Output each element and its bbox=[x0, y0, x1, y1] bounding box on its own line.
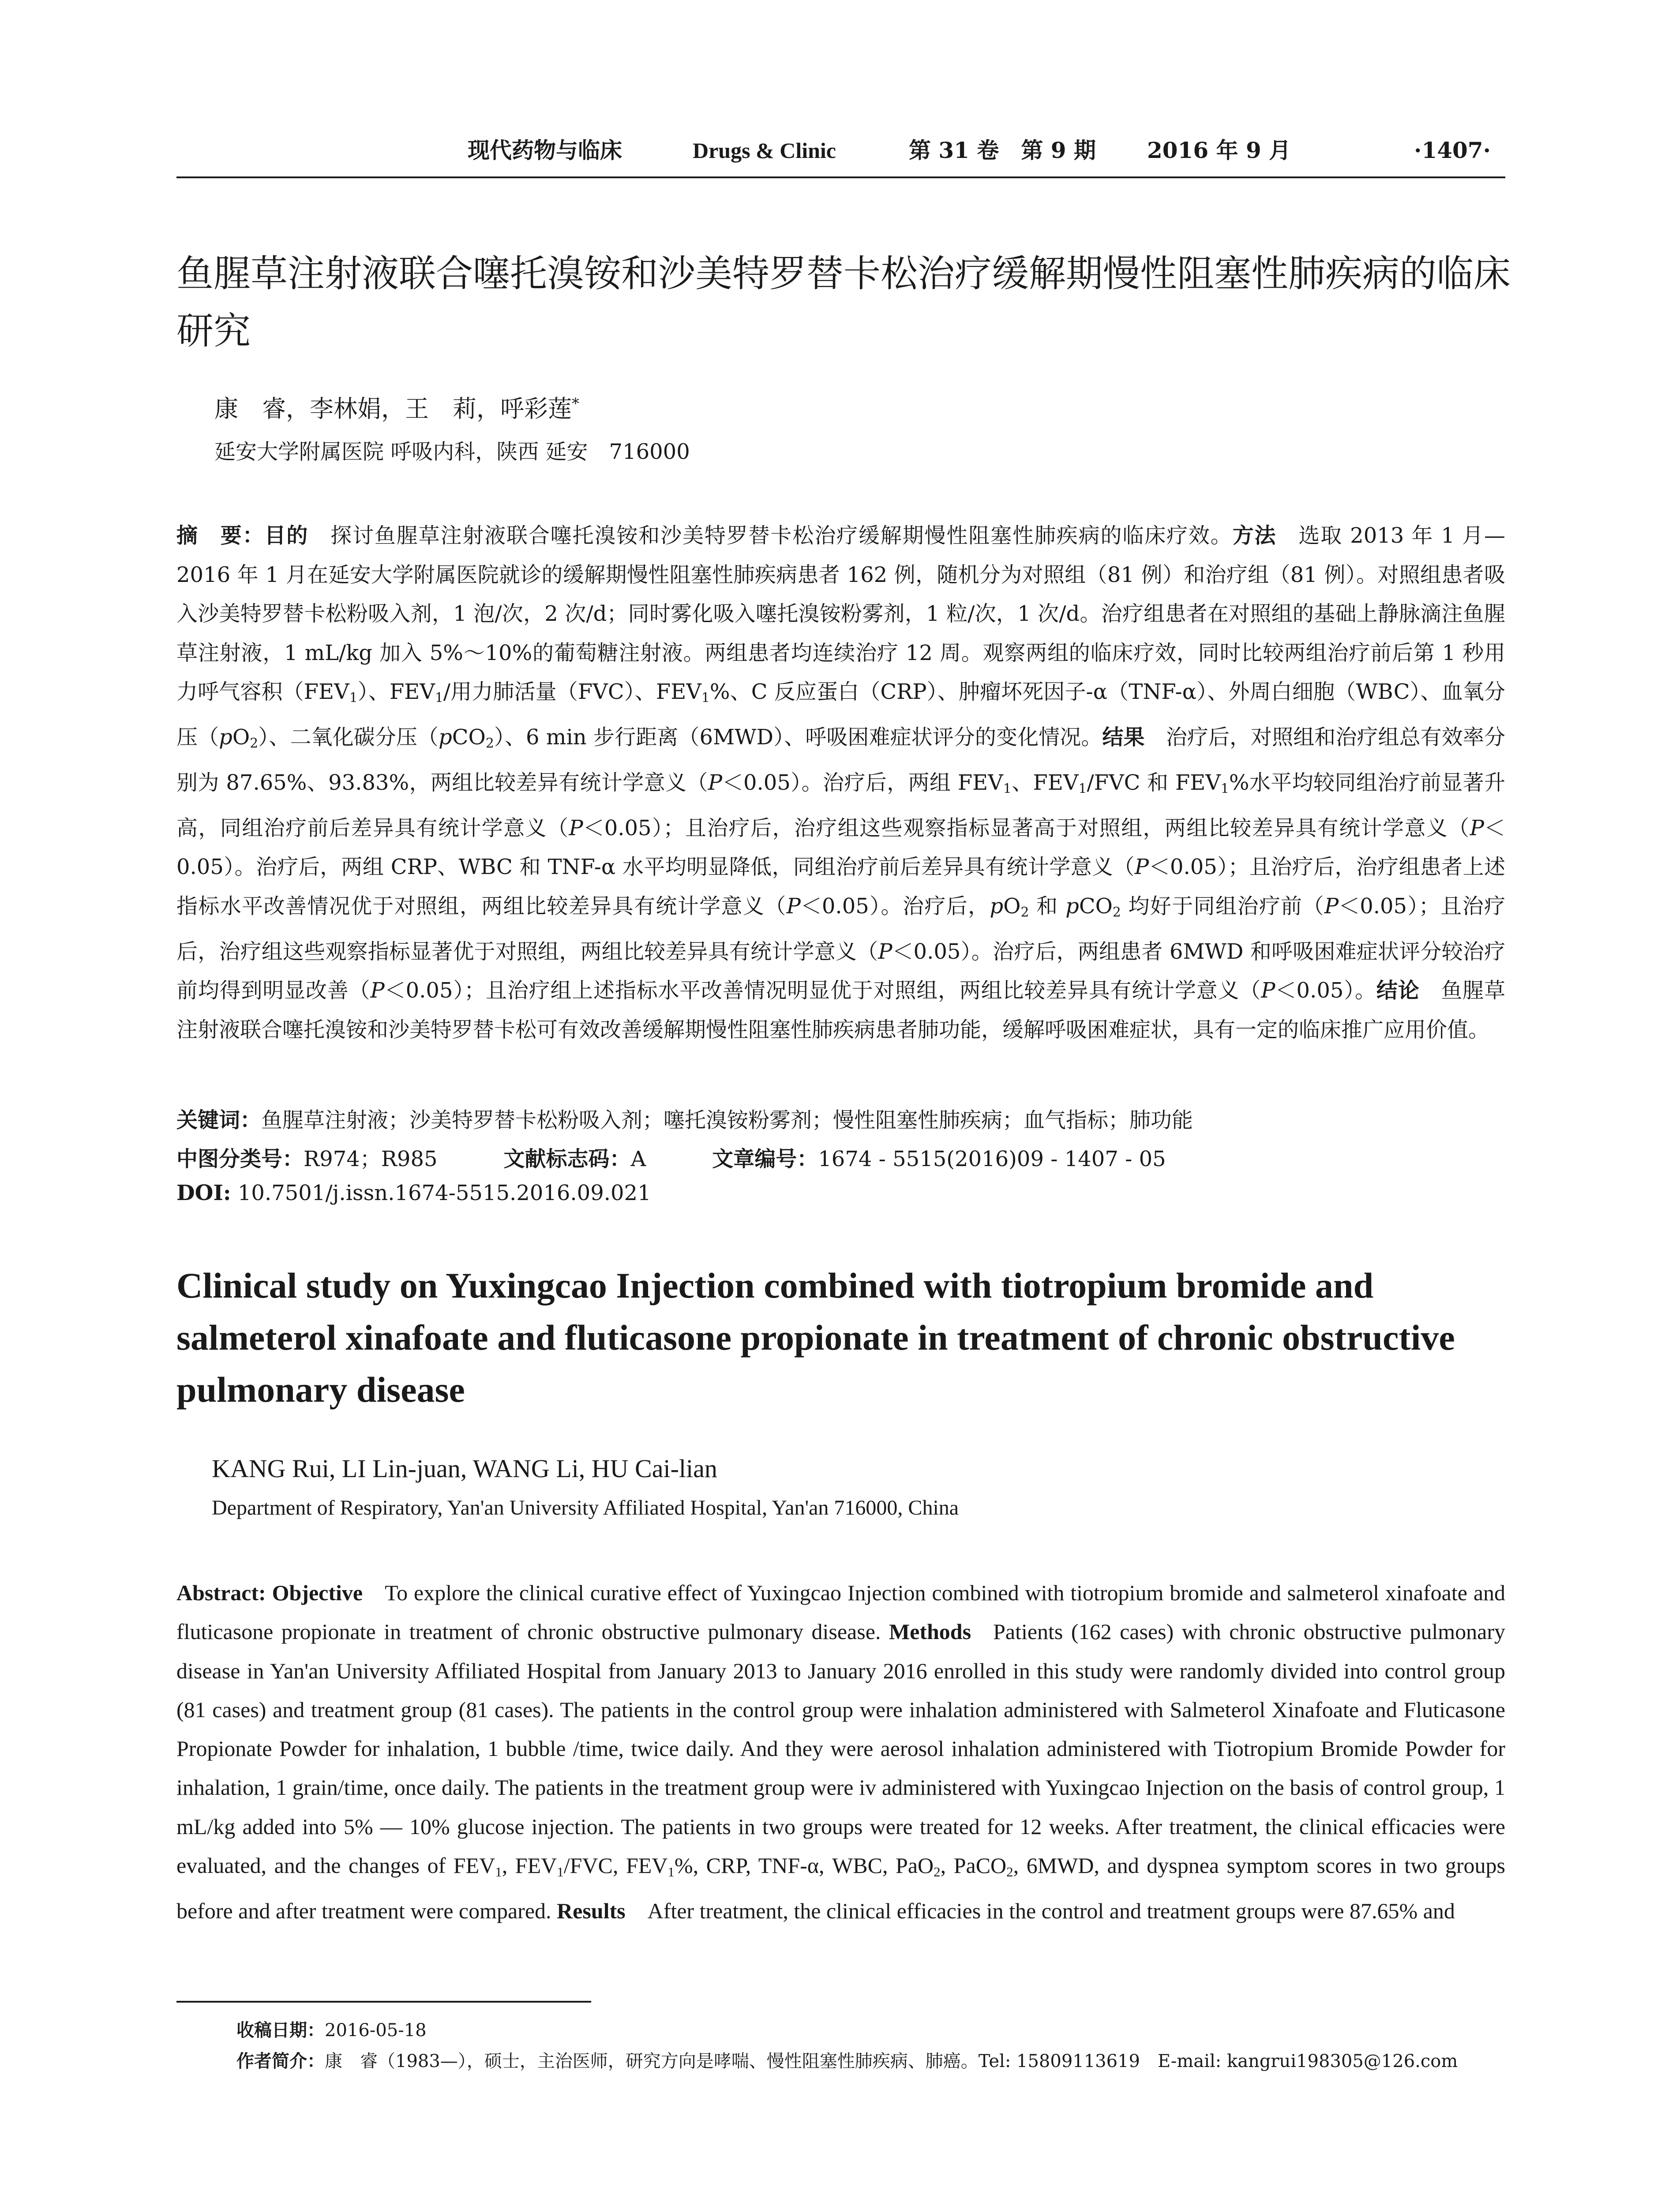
subscript: 2 bbox=[934, 1864, 941, 1880]
title-en: Clinical study on Yuxingcao Injection combined with tiotropium bromide and salmeterol xinafoate and fluticasone propionate in treatment of chronic obstructive pulmonary disease bbox=[176, 1265, 1455, 1410]
received-label: 收稿日期： bbox=[236, 2020, 325, 2041]
abstract-en bbox=[176, 1573, 1505, 1930]
methods-en: Patients (162 cases) with chronic obstructive pulmonary disease in Yan'an University Affiliated Hospital from January 2013 to January 2016 enrolled in this study were randomly divided into control group (81 cases) and treatment group (81 cases). The patients in the control group were inhalation administered with Salmeterol Xinafoate and Fluticasone Propionate Powder for inhalation, 1 bubble /time, twice daily. And they were aerosol inhalation administered with Tiotropium Bromide Powder for inhalation, 1 grain/time, once daily. The patients in the treatment group were iv administered with Yuxingcao Injection on the basis of control group, 1 mL/kg added into 5% — 10% glucose injection. The patients in two groups were treated for 12 weeks. After treatment, the clinical efficacies were evaluated, and the changes of FEV bbox=[176, 1619, 1506, 1878]
results-cn: /FVC 和 FEV bbox=[1087, 770, 1221, 795]
results-cn: ＜0.05）。 bbox=[1275, 978, 1376, 1003]
methods-cn: 选取 2013 年 1 月—2016 年 1 月在延安大学附属医院就诊的缓解期慢性阻塞性肺疾病患者 162 例，随机分为对照组（81 例）和治疗组（81 例）。对照组患者吸入沙美特罗替卡松粉吸入剂，1 泡/次，2 次/d；同时雾化吸入噻托溴铵粉雾剂，1 粒/次，1 次/d。治疗组患者在对照组的基础上静脉滴注鱼腥草注射液，1 mL/kg 加入 5%～10%的葡萄糖注射液。两组患者均连续治疗 12 周。观察两组的临床疗效，同时比较两组治疗前后第 1 秒用力呼气容积（FEV bbox=[176, 523, 1505, 704]
methods-label-en: Methods bbox=[889, 1619, 971, 1644]
italic-p: p bbox=[439, 724, 452, 750]
italic-p: P bbox=[1134, 855, 1149, 880]
classification-line bbox=[176, 1142, 1166, 1172]
methods-cn: %、C 反应蛋白（CRP）、肿瘤坏死因子-α（TNF-α）、外周白细胞（WBC）、血氧分压（ bbox=[176, 679, 1505, 750]
italic-p: P bbox=[878, 939, 892, 964]
italic-p: P bbox=[370, 978, 385, 1003]
subscript: 1 bbox=[495, 1864, 502, 1880]
article-number-value: 1674 - 5515(2016)09 - 1407 - 05 bbox=[818, 1147, 1166, 1171]
objective-label-cn: 目的 bbox=[264, 523, 309, 548]
clc-label: 中图分类号： bbox=[176, 1147, 304, 1171]
italic-p: p bbox=[990, 893, 1004, 919]
results-cn: ＜0.05）。治疗后，两组 CRP、WBC 和 TNF-α 水平均明显降低，同组治疗前后差异具有统计学意义（ bbox=[176, 815, 1505, 880]
keywords-cn bbox=[176, 1103, 1193, 1133]
methods-en: , FEV bbox=[502, 1853, 557, 1878]
volume-issue: 第 31 卷 第 9 期 bbox=[909, 137, 1096, 163]
affiliation-en: Department of Respiratory, Yan'an University Affiliated Hospital, Yan'an 716000, China bbox=[212, 1496, 959, 1519]
methods-cn: ）、FEV bbox=[357, 679, 435, 704]
italic-p: p bbox=[1065, 893, 1079, 919]
doi-value[interactable]: 10.7501/j.issn.1674-5515.2016.09.021 bbox=[237, 1181, 651, 1205]
italic-p: P bbox=[1261, 978, 1275, 1003]
italic-p: P bbox=[786, 893, 801, 919]
methods-cn: ）、二氧化碳分压（ bbox=[258, 724, 439, 750]
issue-date: 2016 年 9 月 bbox=[1147, 137, 1291, 163]
objective-cn: 探讨鱼腥草注射液联合噻托溴铵和沙美特罗替卡松治疗缓解期慢性阻塞性肺疾病的临床疗效。 bbox=[330, 523, 1233, 548]
corresponding-mark: * bbox=[572, 395, 579, 413]
results-en: After treatment, the clinical efficacies in the control and treatment groups were 87.65% and bbox=[647, 1898, 1455, 1924]
keywords-text: 鱼腥草注射液；沙美特罗替卡松粉吸入剂；噻托溴铵粉雾剂；慢性阻塞性肺疾病；血气指标；肺功能 bbox=[261, 1108, 1193, 1133]
footnote-author bbox=[236, 2047, 1458, 2072]
subscript: 2 bbox=[1112, 904, 1121, 920]
objective-label-en: Objective bbox=[272, 1580, 363, 1605]
methods-en: , PaCO bbox=[940, 1853, 1007, 1878]
footnote-received bbox=[236, 2016, 427, 2041]
co2-text: CO bbox=[1079, 893, 1113, 919]
conclusion-cn: 鱼腥草注射液联合噻托溴铵和沙美特罗替卡松可有效改善缓解期慢性阻塞性肺疾病患者肺功能，缓解呼吸困难症状，具有一定的临床推广应用价值。 bbox=[176, 978, 1505, 1042]
results-cn: 均好于同组治疗前（ bbox=[1121, 893, 1324, 919]
subscript: 2 bbox=[1006, 1864, 1013, 1880]
objective-en: To explore the clinical curative effect of Yuxingcao Injection combined with tiotropium bromide and salmeterol xinafoate and fluticasone propionate in treatment of chronic obstructive pulmonary disease. bbox=[176, 1580, 1506, 1644]
results-cn: 、FEV bbox=[1011, 770, 1079, 795]
journal-name-en: Drugs & Clinic bbox=[693, 138, 836, 163]
footnote-rule bbox=[176, 2001, 591, 2003]
subscript: 2 bbox=[1020, 904, 1029, 920]
results-cn: ＜0.05）；且治疗后，治疗组这些观察指标显著优于对照组，两组比较差异具有统计学意义（ bbox=[176, 893, 1505, 964]
results-cn: 和 bbox=[1029, 893, 1066, 919]
abstract-label-en: Abstract: bbox=[176, 1580, 266, 1605]
subscript: 1 bbox=[668, 1864, 675, 1880]
italic-p: p bbox=[219, 724, 232, 750]
methods-label-cn: 方法 bbox=[1232, 523, 1277, 548]
results-cn: ＜0.05）。治疗后， bbox=[800, 893, 990, 919]
o2-text: O bbox=[1003, 893, 1021, 919]
methods-en: %, CRP, TNF-α, WBC, PaO bbox=[674, 1853, 934, 1878]
results-cn: ＜0.05）；且治疗后，治疗组患者上述指标水平改善情况优于对照组，两组比较差异具有统计学意义（ bbox=[176, 855, 1505, 919]
results-cn: ＜0.05）；且治疗后，治疗组这些观察指标显著高于对照组，两组比较差异具有统计学意义（ bbox=[583, 815, 1470, 840]
clc-value: R974；R985 bbox=[304, 1147, 438, 1171]
subscript: 1 bbox=[349, 690, 358, 706]
results-cn: %水平均较同组治疗前显著升高，同组治疗前后差异具有统计学意义（ bbox=[176, 770, 1505, 840]
doc-code-label: 文献标志码： bbox=[503, 1147, 631, 1171]
keywords-label: 关键词： bbox=[176, 1108, 262, 1133]
conclusion-label-cn: 结论 bbox=[1376, 978, 1420, 1003]
author-bio-label: 作者简介： bbox=[236, 2051, 325, 2071]
subscript: 2 bbox=[250, 735, 259, 751]
abstract-cn-label: 摘 要： bbox=[176, 523, 265, 548]
o2-text: O bbox=[232, 724, 250, 750]
methods-cn: ）、6 min 步行距离（6MWD）、呼吸困难症状评分的变化情况。 bbox=[494, 724, 1102, 750]
title-cn: 鱼腥草注射液联合噻托溴铵和沙美特罗替卡松治疗缓解期慢性阻塞性肺疾病的临床研究 bbox=[176, 252, 1511, 353]
results-cn: ＜0.05）。治疗后，两组 FEV bbox=[722, 770, 1003, 795]
received-date: 2016-05-18 bbox=[325, 2020, 427, 2041]
results-cn: ＜0.05）。治疗后，两组患者 6MWD 和呼吸困难症状评分较治疗前均得到明显改善（ bbox=[176, 939, 1505, 1003]
subscript: 1 bbox=[557, 1864, 564, 1880]
author-bio: 康 睿（1983—），硕士，主治医师，研究方向是哮喘、慢性阻塞性肺疾病、肺癌。Tel: 15809113619 E-mail: kangrui198305@126.com bbox=[325, 2051, 1458, 2071]
co2-text: CO bbox=[452, 724, 486, 750]
doi-line bbox=[176, 1181, 651, 1205]
results-cn: ＜0.05）；且治疗组上述指标水平改善情况明显优于对照组，两组比较差异具有统计学意义（ bbox=[384, 978, 1261, 1003]
abstract-cn bbox=[176, 516, 1505, 1049]
italic-p: P bbox=[708, 770, 722, 795]
italic-p: P bbox=[569, 815, 583, 840]
subscript: 1 bbox=[435, 690, 443, 706]
subscript: 1 bbox=[1220, 781, 1229, 797]
subscript: 1 bbox=[1003, 781, 1012, 797]
subscript: 1 bbox=[701, 690, 710, 706]
results-label-en: Results bbox=[557, 1898, 626, 1924]
subscript: 2 bbox=[485, 735, 494, 751]
authors-cn-names: 康 睿，李林娟，王 莉，呼彩莲 bbox=[214, 395, 572, 423]
journal-name-cn: 现代药物与临床 bbox=[468, 137, 622, 163]
italic-p: P bbox=[1324, 893, 1339, 919]
methods-cn: /用力肺活量（FVC）、FEV bbox=[443, 679, 701, 704]
header-rule bbox=[176, 176, 1505, 178]
affiliation-cn: 延安大学附属医院 呼吸内科，陕西 延安 716000 bbox=[214, 439, 690, 464]
italic-p: P bbox=[1470, 815, 1484, 840]
subscript: 1 bbox=[1078, 781, 1087, 797]
article-number-label: 文章编号： bbox=[712, 1147, 818, 1171]
doc-code-value: A bbox=[630, 1147, 646, 1171]
doi-label: DOI: bbox=[176, 1181, 231, 1205]
authors-cn bbox=[214, 388, 579, 424]
methods-en: , 6MWD, and dyspnea symptom scores in two groups before and after treatment were compared. bbox=[176, 1853, 1505, 1924]
results-label-cn: 结果 bbox=[1102, 724, 1145, 750]
methods-en: /FVC, FEV bbox=[563, 1853, 668, 1878]
page-number: ·1407· bbox=[1414, 137, 1491, 163]
results-cn: 治疗后，对照组和治疗组总有效率分别为 87.65%、93.83%，两组比较差异有统计学意义（ bbox=[176, 724, 1505, 795]
authors-en: KANG Rui, LI Lin-juan, WANG Li, HU Cai-lian bbox=[212, 1454, 717, 1483]
